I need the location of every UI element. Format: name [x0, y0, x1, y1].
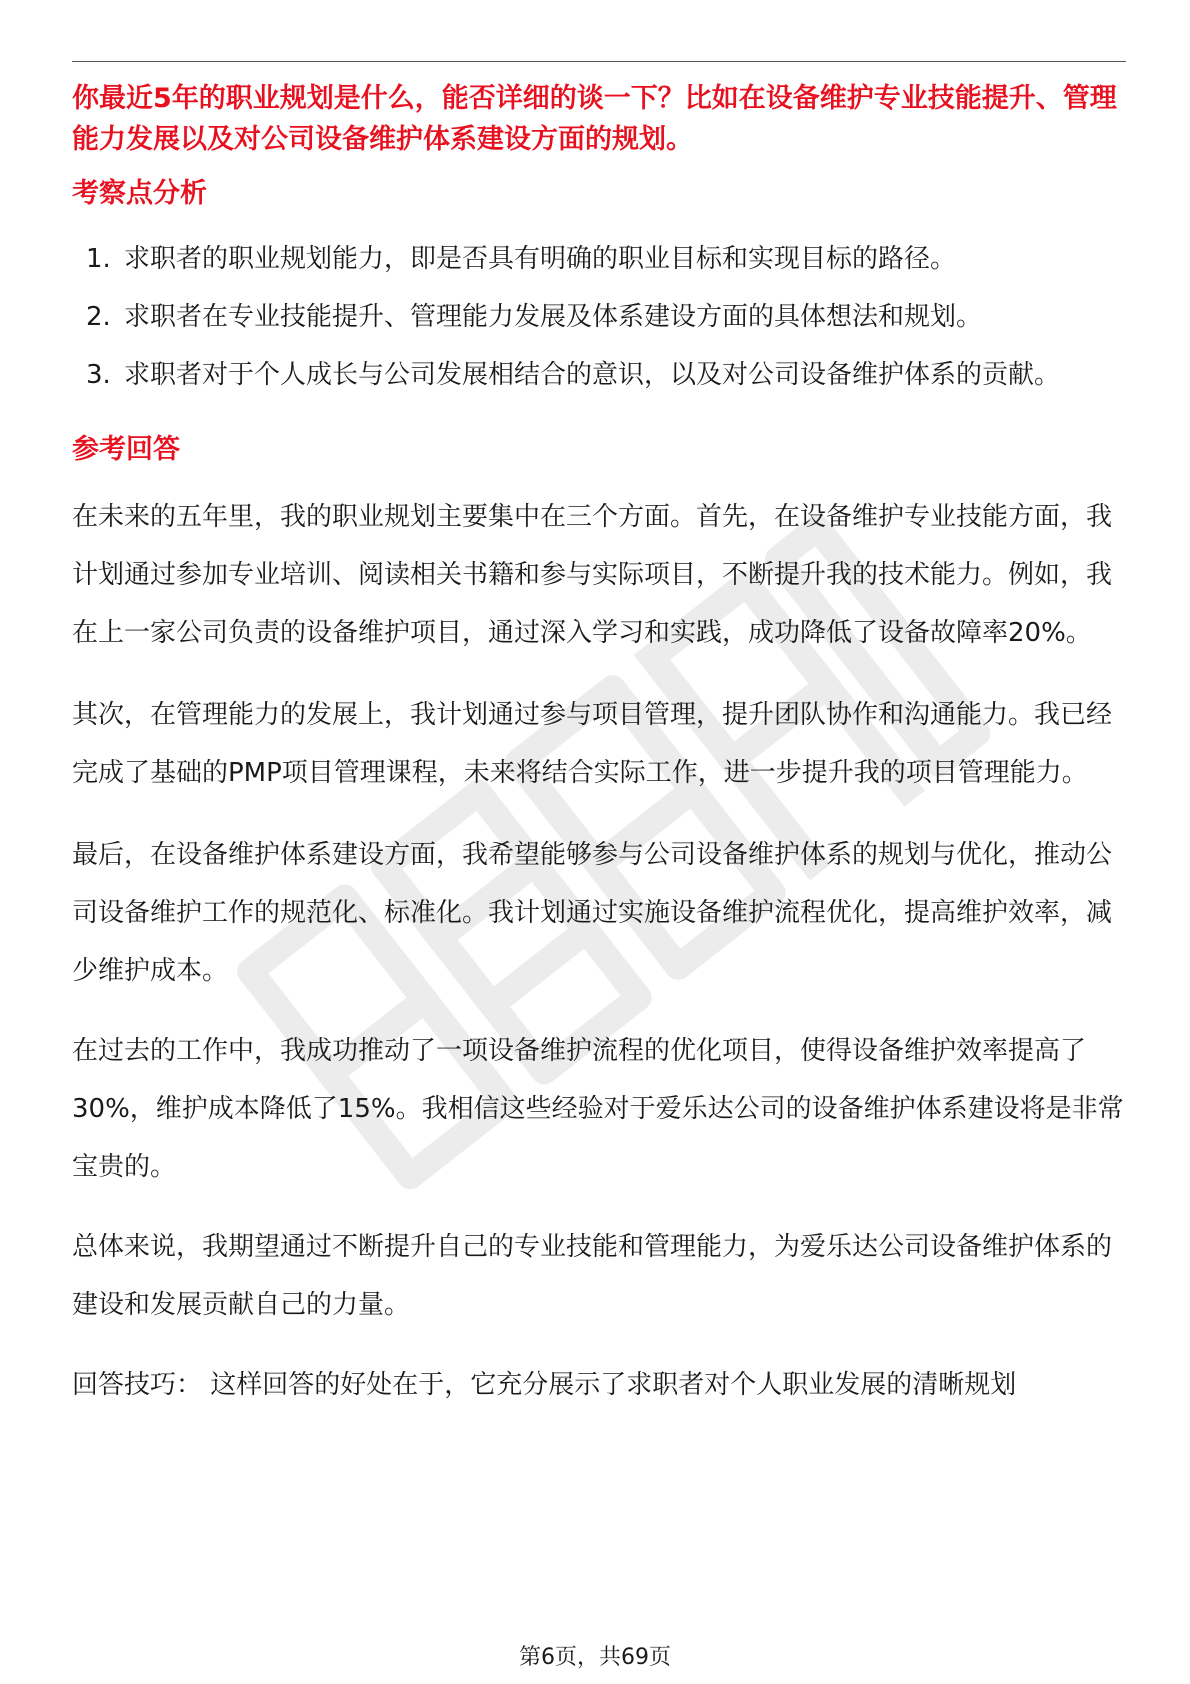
list-text: 求职者的职业规划能力，即是否具有明确的职业目标和实现目标的路径。 — [124, 244, 957, 274]
analysis-list — [72, 230, 1126, 404]
list-text: 求职者对于个人成长与公司发展相结合的意识，以及对公司设备维护体系的贡献。 — [124, 360, 1061, 390]
answer-paragraph: 最后，在设备维护体系建设方面，我希望能够参与公司设备维护体系的规划与优化，推动公司设备维护工作的规范化、标准化。我计划通过实施设备维护流程优化，提高维护效率，减少维护成本。 — [72, 840, 1113, 986]
answer-paragraph: 其次，在管理能力的发展上，我计划通过参与项目管理，提升团队协作和沟通能力。我已经完成了基础的PMP项目管理课程，未来将结合实际工作，进一步提升我的项目管理能力。 — [72, 700, 1113, 788]
list-item — [72, 346, 1126, 404]
page-number-footer: 第6页，共69页 — [519, 1645, 671, 1670]
top-rule — [72, 61, 1126, 62]
page-content — [72, 78, 1126, 1414]
list-number: 3. — [86, 360, 111, 390]
list-item — [72, 230, 1126, 288]
list-text: 求职者在专业技能提升、管理能力发展及体系建设方面的具体想法和规划。 — [124, 302, 983, 332]
analysis-heading: 考察点分析 — [72, 178, 207, 209]
answer-paragraph: 在未来的五年里，我的职业规划主要集中在三个方面。首先，在设备维护专业技能方面，我计划通过参加专业培训、阅读相关书籍和参与实际项目，不断提升我的技术能力。例如，我在上一家公司负责的设备维护项目，通过深入学习和实践，成功降低了设备故障率20%。 — [72, 502, 1113, 648]
answer-paragraph: 在过去的工作中，我成功推动了一项设备维护流程的优化项目，使得设备维护效率提高了30%，维护成本降低了15%。我相信这些经验对于爱乐达公司的设备维护体系建设将是非常宝贵的。 — [72, 1036, 1124, 1182]
list-number: 1. — [86, 244, 111, 274]
answer-heading: 参考回答 — [72, 434, 180, 465]
list-item — [72, 288, 1126, 346]
question-title: 你最近5年的职业规划是什么，能否详细的谈一下？比如在设备维护专业技能提升、管理能力发展以及对公司设备维护体系建设方面的规划。 — [72, 83, 1117, 155]
list-number: 2. — [86, 302, 111, 332]
answer-tip: 回答技巧： 这样回答的好处在于，它充分展示了求职者对个人职业发展的清晰规划 — [72, 1370, 1017, 1400]
answer-paragraph: 总体来说，我期望通过不断提升自己的专业技能和管理能力，为爱乐达公司设备维护体系的建设和发展贡献自己的力量。 — [72, 1232, 1113, 1320]
